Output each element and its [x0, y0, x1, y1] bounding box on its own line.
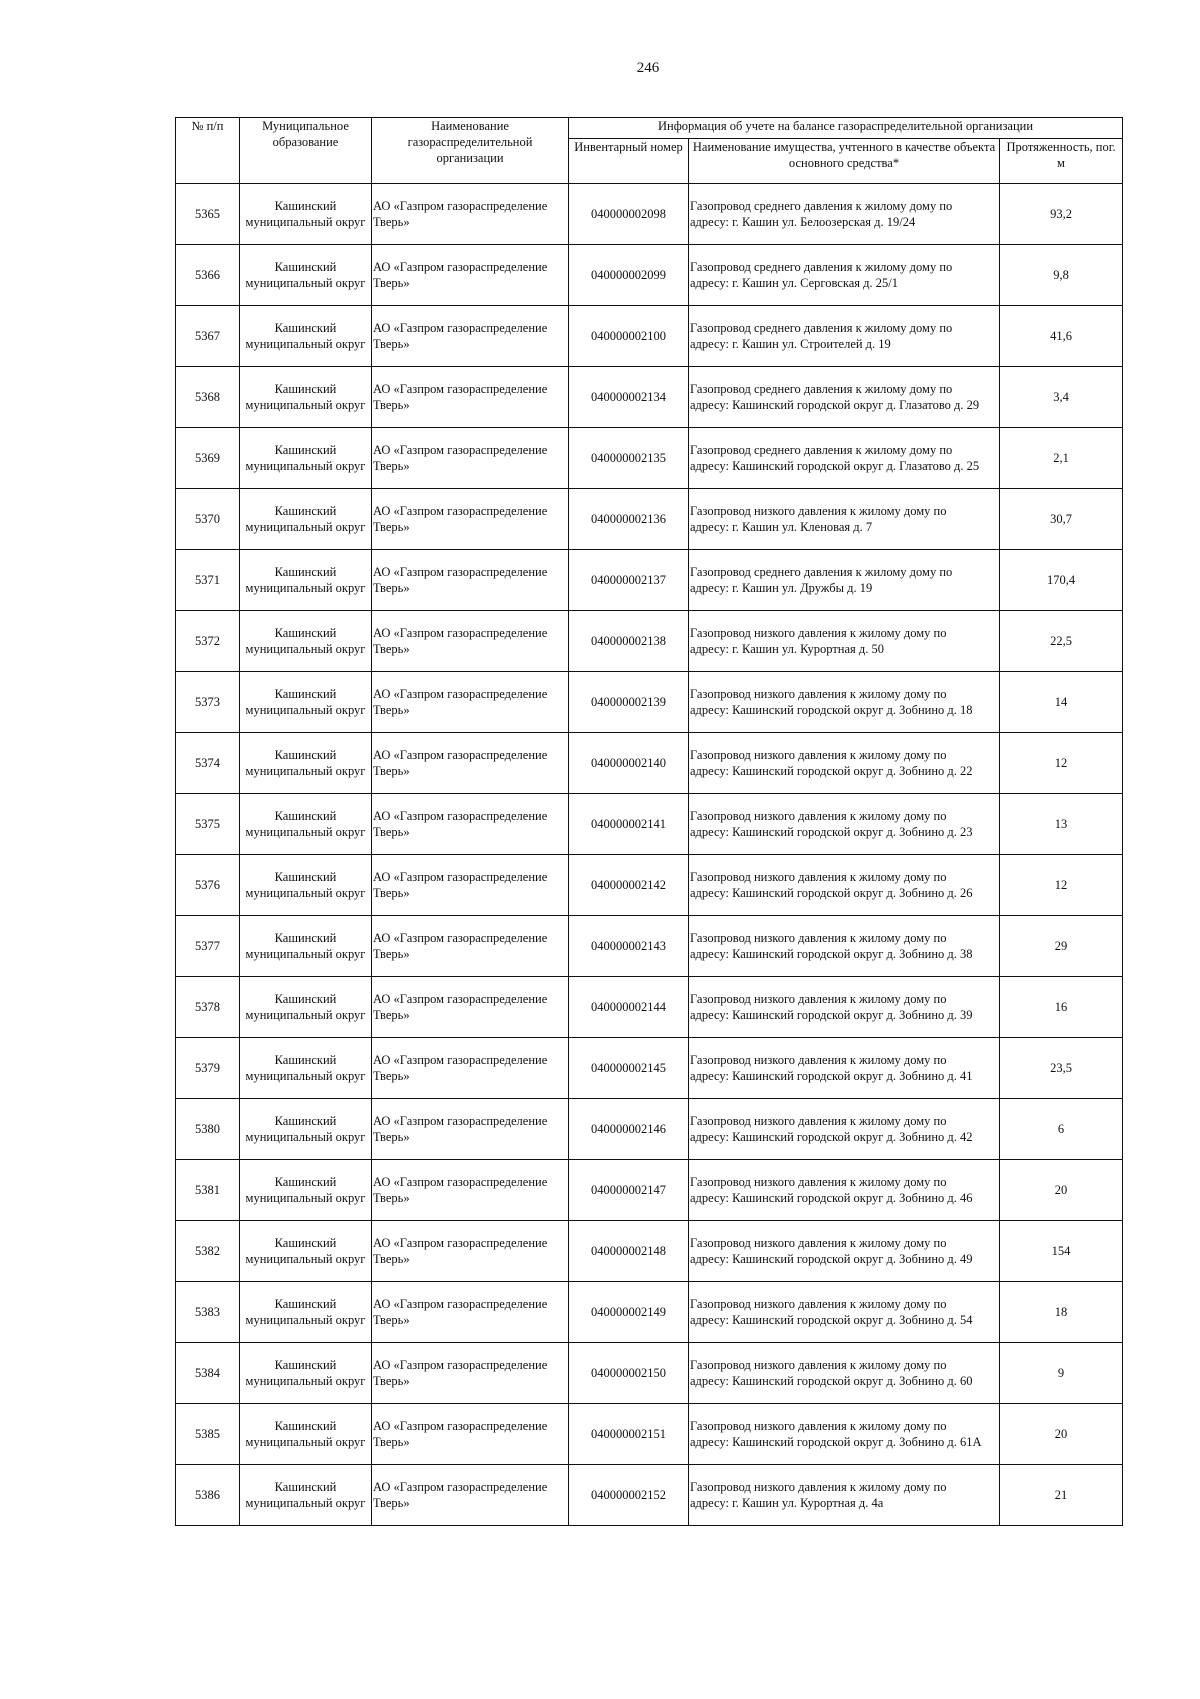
row-number: 5373	[176, 672, 240, 733]
asset-line-2: адресу: Кашинский городской округ д. Зобнино д. 41	[690, 1069, 973, 1083]
table-row	[176, 855, 1123, 916]
asset-cell	[689, 1099, 1000, 1160]
length-value: 12	[1000, 855, 1123, 916]
asset-line-2: адресу: Кашинский городской округ д. Зобнино д. 60	[690, 1374, 973, 1388]
municipality-type: муниципальный округ	[245, 1374, 366, 1388]
row-number: 5383	[176, 1282, 240, 1343]
asset-cell	[689, 1282, 1000, 1343]
municipality-cell	[240, 1038, 372, 1099]
length-value: 29	[1000, 916, 1123, 977]
asset-line-1: Газопровод низкого давления к жилому дому по	[690, 1297, 947, 1311]
municipality-cell	[240, 306, 372, 367]
row-number: 5377	[176, 916, 240, 977]
municipality-type: муниципальный округ	[245, 1130, 366, 1144]
asset-cell	[689, 184, 1000, 245]
organization-line-1: АО «Газпром газораспределение	[373, 931, 548, 945]
table-row	[176, 489, 1123, 550]
row-number: 5367	[176, 306, 240, 367]
organization-cell	[372, 306, 569, 367]
asset-line-1: Газопровод низкого давления к жилому дому по	[690, 809, 947, 823]
inventory-number: 040000002134	[569, 367, 689, 428]
municipality-name: Кашинский	[274, 1053, 337, 1067]
row-number: 5370	[176, 489, 240, 550]
municipality-type: муниципальный округ	[245, 886, 366, 900]
length-value: 93,2	[1000, 184, 1123, 245]
organization-line-1: АО «Газпром газораспределение	[373, 443, 548, 457]
asset-cell	[689, 1038, 1000, 1099]
organization-line-2: Тверь»	[373, 825, 410, 839]
municipality-cell	[240, 733, 372, 794]
length-value: 16	[1000, 977, 1123, 1038]
page-number: 246	[636, 60, 660, 76]
inventory-number: 040000002135	[569, 428, 689, 489]
asset-cell	[689, 245, 1000, 306]
table-row	[176, 1038, 1123, 1099]
header-inventory: Инвентарный номер	[569, 139, 689, 184]
municipality-type: муниципальный округ	[245, 398, 366, 412]
municipality-cell	[240, 1343, 372, 1404]
asset-line-2: адресу: г. Кашин ул. Строителей д. 19	[690, 337, 891, 351]
organization-line-2: Тверь»	[373, 947, 410, 961]
length-value: 18	[1000, 1282, 1123, 1343]
asset-line-2: адресу: г. Кашин ул. Дружбы д. 19	[690, 581, 873, 595]
municipality-name: Кашинский	[274, 931, 337, 945]
asset-line-2: адресу: Кашинский городской округ д. Зобнино д. 39	[690, 1008, 973, 1022]
organization-cell	[372, 672, 569, 733]
inventory-number: 040000002138	[569, 611, 689, 672]
municipality-name: Кашинский	[274, 1114, 337, 1128]
length-value: 9,8	[1000, 245, 1123, 306]
length-value: 20	[1000, 1160, 1123, 1221]
municipality-type: муниципальный округ	[245, 1252, 366, 1266]
table-row	[176, 428, 1123, 489]
municipality-cell	[240, 1282, 372, 1343]
organization-line-2: Тверь»	[373, 1191, 410, 1205]
asset-cell	[689, 367, 1000, 428]
asset-line-2: адресу: Кашинский городской округ д. Зобнино д. 22	[690, 764, 973, 778]
header-num: № п/п	[176, 118, 240, 184]
row-number: 5368	[176, 367, 240, 428]
organization-line-1: АО «Газпром газораспределение	[373, 1480, 548, 1494]
municipality-cell	[240, 916, 372, 977]
organization-cell	[372, 1343, 569, 1404]
asset-line-1: Газопровод низкого давления к жилому дому по	[690, 931, 947, 945]
length-value: 9	[1000, 1343, 1123, 1404]
organization-line-2: Тверь»	[373, 703, 410, 717]
organization-cell	[372, 1160, 569, 1221]
asset-line-2: адресу: г. Кашин ул. Кленовая д. 7	[690, 520, 873, 534]
length-value: 12	[1000, 733, 1123, 794]
length-value: 3,4	[1000, 367, 1123, 428]
municipality-type: муниципальный округ	[245, 764, 366, 778]
organization-cell	[372, 977, 569, 1038]
organization-line-2: Тверь»	[373, 520, 410, 534]
municipality-cell	[240, 428, 372, 489]
asset-cell	[689, 489, 1000, 550]
length-value: 6	[1000, 1099, 1123, 1160]
header-asset: Наименование имущества, учтенного в качестве объекта основного средства*	[689, 139, 1000, 184]
municipality-type: муниципальный округ	[245, 1008, 366, 1022]
organization-cell	[372, 1099, 569, 1160]
asset-line-1: Газопровод низкого давления к жилому дому по	[690, 1480, 947, 1494]
organization-line-1: АО «Газпром газораспределение	[373, 687, 548, 701]
municipality-cell	[240, 489, 372, 550]
row-number: 5372	[176, 611, 240, 672]
organization-line-2: Тверь»	[373, 1069, 410, 1083]
organization-cell	[372, 489, 569, 550]
header-length: Протяженность, пог. м	[1000, 139, 1123, 184]
municipality-type: муниципальный округ	[245, 459, 366, 473]
organization-line-1: АО «Газпром газораспределение	[373, 1114, 548, 1128]
inventory-number: 040000002137	[569, 550, 689, 611]
table-row	[176, 672, 1123, 733]
table-row	[176, 1343, 1123, 1404]
organization-line-1: АО «Газпром газораспределение	[373, 199, 548, 213]
municipality-name: Кашинский	[274, 1358, 337, 1372]
table-row	[176, 1221, 1123, 1282]
asset-line-1: Газопровод низкого давления к жилому дому по	[690, 1358, 947, 1372]
municipality-name: Кашинский	[274, 321, 337, 335]
organization-line-2: Тверь»	[373, 215, 410, 229]
organization-line-1: АО «Газпром газораспределение	[373, 809, 548, 823]
municipality-name: Кашинский	[274, 626, 337, 640]
organization-cell	[372, 1038, 569, 1099]
organization-line-1: АО «Газпром газораспределение	[373, 321, 548, 335]
municipality-name: Кашинский	[274, 443, 337, 457]
municipality-type: муниципальный округ	[245, 1496, 366, 1510]
asset-line-1: Газопровод среднего давления к жилому дому по	[690, 321, 953, 335]
inventory-number: 040000002151	[569, 1404, 689, 1465]
asset-line-1: Газопровод низкого давления к жилому дому по	[690, 992, 947, 1006]
municipality-name: Кашинский	[274, 565, 337, 579]
asset-line-2: адресу: Кашинский городской округ д. Глазатово д. 29	[690, 398, 980, 412]
municipality-cell	[240, 794, 372, 855]
length-value: 170,4	[1000, 550, 1123, 611]
organization-line-2: Тверь»	[373, 276, 410, 290]
municipality-name: Кашинский	[274, 1480, 337, 1494]
asset-line-1: Газопровод низкого давления к жилому дому по	[690, 1114, 947, 1128]
asset-line-2: адресу: Кашинский городской округ д. Зобнино д. 61А	[690, 1435, 982, 1449]
table-header	[176, 118, 1123, 184]
asset-line-2: адресу: Кашинский городской округ д. Зобнино д. 23	[690, 825, 973, 839]
row-number: 5386	[176, 1465, 240, 1526]
organization-line-1: АО «Газпром газораспределение	[373, 748, 548, 762]
municipality-name: Кашинский	[274, 382, 337, 396]
asset-cell	[689, 1343, 1000, 1404]
organization-line-2: Тверь»	[373, 1496, 410, 1510]
row-number: 5374	[176, 733, 240, 794]
asset-line-1: Газопровод низкого давления к жилому дому по	[690, 1175, 947, 1189]
row-number: 5371	[176, 550, 240, 611]
organization-cell	[372, 855, 569, 916]
table-row	[176, 184, 1123, 245]
asset-line-2: адресу: Кашинский городской округ д. Зобнино д. 18	[690, 703, 973, 717]
organization-line-1: АО «Газпром газораспределение	[373, 1419, 548, 1433]
inventory-number: 040000002152	[569, 1465, 689, 1526]
inventory-number: 040000002148	[569, 1221, 689, 1282]
municipality-cell	[240, 550, 372, 611]
organization-cell	[372, 733, 569, 794]
organization-cell	[372, 1221, 569, 1282]
table-row	[176, 916, 1123, 977]
header-balance-group: Информация об учете на балансе газораспределительной организации	[569, 118, 1123, 139]
municipality-type: муниципальный округ	[245, 1313, 366, 1327]
organization-cell	[372, 367, 569, 428]
municipality-cell	[240, 1404, 372, 1465]
inventory-number: 040000002150	[569, 1343, 689, 1404]
municipality-name: Кашинский	[274, 687, 337, 701]
table-row	[176, 733, 1123, 794]
asset-line-2: адресу: Кашинский городской округ д. Зобнино д. 38	[690, 947, 973, 961]
table-row	[176, 1282, 1123, 1343]
organization-line-2: Тверь»	[373, 581, 410, 595]
municipality-cell	[240, 855, 372, 916]
municipality-type: муниципальный округ	[245, 642, 366, 656]
asset-cell	[689, 1160, 1000, 1221]
municipality-cell	[240, 611, 372, 672]
table-row	[176, 306, 1123, 367]
organization-cell	[372, 184, 569, 245]
inventory-number: 040000002143	[569, 916, 689, 977]
municipality-name: Кашинский	[274, 809, 337, 823]
organization-line-1: АО «Газпром газораспределение	[373, 1175, 548, 1189]
organization-cell	[372, 611, 569, 672]
asset-line-2: адресу: Кашинский городской округ д. Зобнино д. 42	[690, 1130, 973, 1144]
asset-cell	[689, 306, 1000, 367]
asset-line-1: Газопровод низкого давления к жилому дому по	[690, 1053, 947, 1067]
row-number: 5385	[176, 1404, 240, 1465]
organization-line-1: АО «Газпром газораспределение	[373, 1358, 548, 1372]
municipality-type: муниципальный округ	[245, 581, 366, 595]
length-value: 30,7	[1000, 489, 1123, 550]
organization-line-1: АО «Газпром газораспределение	[373, 1053, 548, 1067]
gas-assets-table	[175, 117, 1123, 1526]
organization-line-1: АО «Газпром газораспределение	[373, 565, 548, 579]
municipality-type: муниципальный округ	[245, 1069, 366, 1083]
municipality-name: Кашинский	[274, 199, 337, 213]
asset-cell	[689, 1221, 1000, 1282]
inventory-number: 040000002146	[569, 1099, 689, 1160]
municipality-name: Кашинский	[274, 1236, 337, 1250]
municipality-type: муниципальный округ	[245, 703, 366, 717]
row-number: 5381	[176, 1160, 240, 1221]
municipality-name: Кашинский	[274, 748, 337, 762]
asset-cell	[689, 428, 1000, 489]
asset-line-2: адресу: Кашинский городской округ д. Зобнино д. 49	[690, 1252, 973, 1266]
organization-cell	[372, 1404, 569, 1465]
asset-cell	[689, 1404, 1000, 1465]
organization-cell	[372, 245, 569, 306]
municipality-cell	[240, 672, 372, 733]
asset-cell	[689, 550, 1000, 611]
asset-cell	[689, 611, 1000, 672]
row-number: 5365	[176, 184, 240, 245]
organization-cell	[372, 428, 569, 489]
length-value: 14	[1000, 672, 1123, 733]
municipality-name: Кашинский	[274, 504, 337, 518]
asset-line-2: адресу: г. Кашин ул. Курортная д. 50	[690, 642, 885, 656]
length-value: 2,1	[1000, 428, 1123, 489]
asset-line-2: адресу: г. Кашин ул. Серговская д. 25/1	[690, 276, 898, 290]
municipality-cell	[240, 184, 372, 245]
municipality-type: муниципальный округ	[245, 337, 366, 351]
municipality-cell	[240, 1465, 372, 1526]
municipality-cell	[240, 977, 372, 1038]
asset-cell	[689, 855, 1000, 916]
row-number: 5375	[176, 794, 240, 855]
organization-line-2: Тверь»	[373, 1374, 410, 1388]
row-number: 5379	[176, 1038, 240, 1099]
organization-line-1: АО «Газпром газораспределение	[373, 992, 548, 1006]
inventory-number: 040000002098	[569, 184, 689, 245]
length-value: 41,6	[1000, 306, 1123, 367]
organization-line-2: Тверь»	[373, 764, 410, 778]
asset-cell	[689, 672, 1000, 733]
municipality-name: Кашинский	[274, 992, 337, 1006]
municipality-cell	[240, 245, 372, 306]
inventory-number: 040000002144	[569, 977, 689, 1038]
inventory-number: 040000002149	[569, 1282, 689, 1343]
table-row	[176, 1465, 1123, 1526]
municipality-type: муниципальный округ	[245, 825, 366, 839]
municipality-name: Кашинский	[274, 870, 337, 884]
municipality-type: муниципальный округ	[245, 1191, 366, 1205]
table-body	[176, 184, 1123, 1526]
length-value: 21	[1000, 1465, 1123, 1526]
length-value: 154	[1000, 1221, 1123, 1282]
table-row	[176, 794, 1123, 855]
asset-cell	[689, 977, 1000, 1038]
length-value: 22,5	[1000, 611, 1123, 672]
organization-line-2: Тверь»	[373, 886, 410, 900]
organization-line-2: Тверь»	[373, 1313, 410, 1327]
asset-line-1: Газопровод низкого давления к жилому дому по	[690, 626, 947, 640]
header-municipality: Муниципальное образование	[240, 118, 372, 184]
asset-line-2: адресу: Кашинский городской округ д. Зобнино д. 46	[690, 1191, 973, 1205]
asset-cell	[689, 916, 1000, 977]
row-number: 5378	[176, 977, 240, 1038]
municipality-type: муниципальный округ	[245, 276, 366, 290]
asset-cell	[689, 733, 1000, 794]
inventory-number: 040000002141	[569, 794, 689, 855]
organization-line-2: Тверь»	[373, 1435, 410, 1449]
length-value: 20	[1000, 1404, 1123, 1465]
inventory-number: 040000002139	[569, 672, 689, 733]
asset-line-1: Газопровод среднего давления к жилому дому по	[690, 565, 953, 579]
asset-line-1: Газопровод низкого давления к жилому дому по	[690, 504, 947, 518]
organization-line-2: Тверь»	[373, 337, 410, 351]
asset-line-2: адресу: Кашинский городской округ д. Зобнино д. 54	[690, 1313, 973, 1327]
table-row	[176, 550, 1123, 611]
inventory-number: 040000002100	[569, 306, 689, 367]
asset-line-1: Газопровод низкого давления к жилому дому по	[690, 870, 947, 884]
length-value: 13	[1000, 794, 1123, 855]
asset-line-1: Газопровод низкого давления к жилому дому по	[690, 1419, 947, 1433]
inventory-number: 040000002136	[569, 489, 689, 550]
header-org: Наименование газораспределительной организации	[372, 118, 569, 184]
inventory-number: 040000002142	[569, 855, 689, 916]
municipality-type: муниципальный округ	[245, 215, 366, 229]
inventory-number: 040000002099	[569, 245, 689, 306]
table-row	[176, 367, 1123, 428]
organization-line-2: Тверь»	[373, 1008, 410, 1022]
municipality-cell	[240, 1099, 372, 1160]
municipality-type: муниципальный округ	[245, 520, 366, 534]
table-row	[176, 1099, 1123, 1160]
municipality-cell	[240, 367, 372, 428]
row-number: 5366	[176, 245, 240, 306]
length-value: 23,5	[1000, 1038, 1123, 1099]
organization-line-2: Тверь»	[373, 398, 410, 412]
organization-cell	[372, 550, 569, 611]
municipality-cell	[240, 1221, 372, 1282]
organization-line-1: АО «Газпром газораспределение	[373, 504, 548, 518]
organization-line-1: АО «Газпром газораспределение	[373, 260, 548, 274]
asset-line-1: Газопровод среднего давления к жилому дому по	[690, 382, 953, 396]
table-row	[176, 977, 1123, 1038]
row-number: 5376	[176, 855, 240, 916]
table-row	[176, 1404, 1123, 1465]
inventory-number: 040000002145	[569, 1038, 689, 1099]
organization-line-2: Тверь»	[373, 1252, 410, 1266]
organization-line-1: АО «Газпром газораспределение	[373, 626, 548, 640]
asset-line-2: адресу: Кашинский городской округ д. Глазатово д. 25	[690, 459, 980, 473]
table-row	[176, 1160, 1123, 1221]
organization-cell	[372, 1282, 569, 1343]
asset-line-1: Газопровод низкого давления к жилому дому по	[690, 1236, 947, 1250]
municipality-type: муниципальный округ	[245, 947, 366, 961]
row-number: 5369	[176, 428, 240, 489]
organization-cell	[372, 794, 569, 855]
asset-cell	[689, 794, 1000, 855]
table-row	[176, 245, 1123, 306]
asset-line-2: адресу: Кашинский городской округ д. Зобнино д. 26	[690, 886, 973, 900]
organization-line-2: Тверь»	[373, 459, 410, 473]
organization-cell	[372, 1465, 569, 1526]
asset-line-1: Газопровод среднего давления к жилому дому по	[690, 199, 953, 213]
municipality-cell	[240, 1160, 372, 1221]
asset-cell	[689, 1465, 1000, 1526]
asset-line-1: Газопровод среднего давления к жилому дому по	[690, 443, 953, 457]
municipality-type: муниципальный округ	[245, 1435, 366, 1449]
organization-cell	[372, 916, 569, 977]
organization-line-1: АО «Газпром газораспределение	[373, 870, 548, 884]
asset-line-1: Газопровод низкого давления к жилому дому по	[690, 687, 947, 701]
municipality-name: Кашинский	[274, 1175, 337, 1189]
asset-line-1: Газопровод низкого давления к жилому дому по	[690, 748, 947, 762]
inventory-number: 040000002140	[569, 733, 689, 794]
row-number: 5384	[176, 1343, 240, 1404]
municipality-name: Кашинский	[274, 1297, 337, 1311]
organization-line-2: Тверь»	[373, 1130, 410, 1144]
asset-line-1: Газопровод среднего давления к жилому дому по	[690, 260, 953, 274]
organization-line-1: АО «Газпром газораспределение	[373, 1297, 548, 1311]
organization-line-1: АО «Газпром газораспределение	[373, 1236, 548, 1250]
row-number: 5382	[176, 1221, 240, 1282]
municipality-name: Кашинский	[274, 1419, 337, 1433]
organization-line-2: Тверь»	[373, 642, 410, 656]
table-row	[176, 611, 1123, 672]
asset-line-2: адресу: г. Кашин ул. Белоозерская д. 19/24	[690, 215, 916, 229]
row-number: 5380	[176, 1099, 240, 1160]
inventory-number: 040000002147	[569, 1160, 689, 1221]
organization-line-1: АО «Газпром газораспределение	[373, 382, 548, 396]
municipality-name: Кашинский	[274, 260, 337, 274]
asset-line-2: адресу: г. Кашин ул. Курортная д. 4а	[690, 1496, 884, 1510]
